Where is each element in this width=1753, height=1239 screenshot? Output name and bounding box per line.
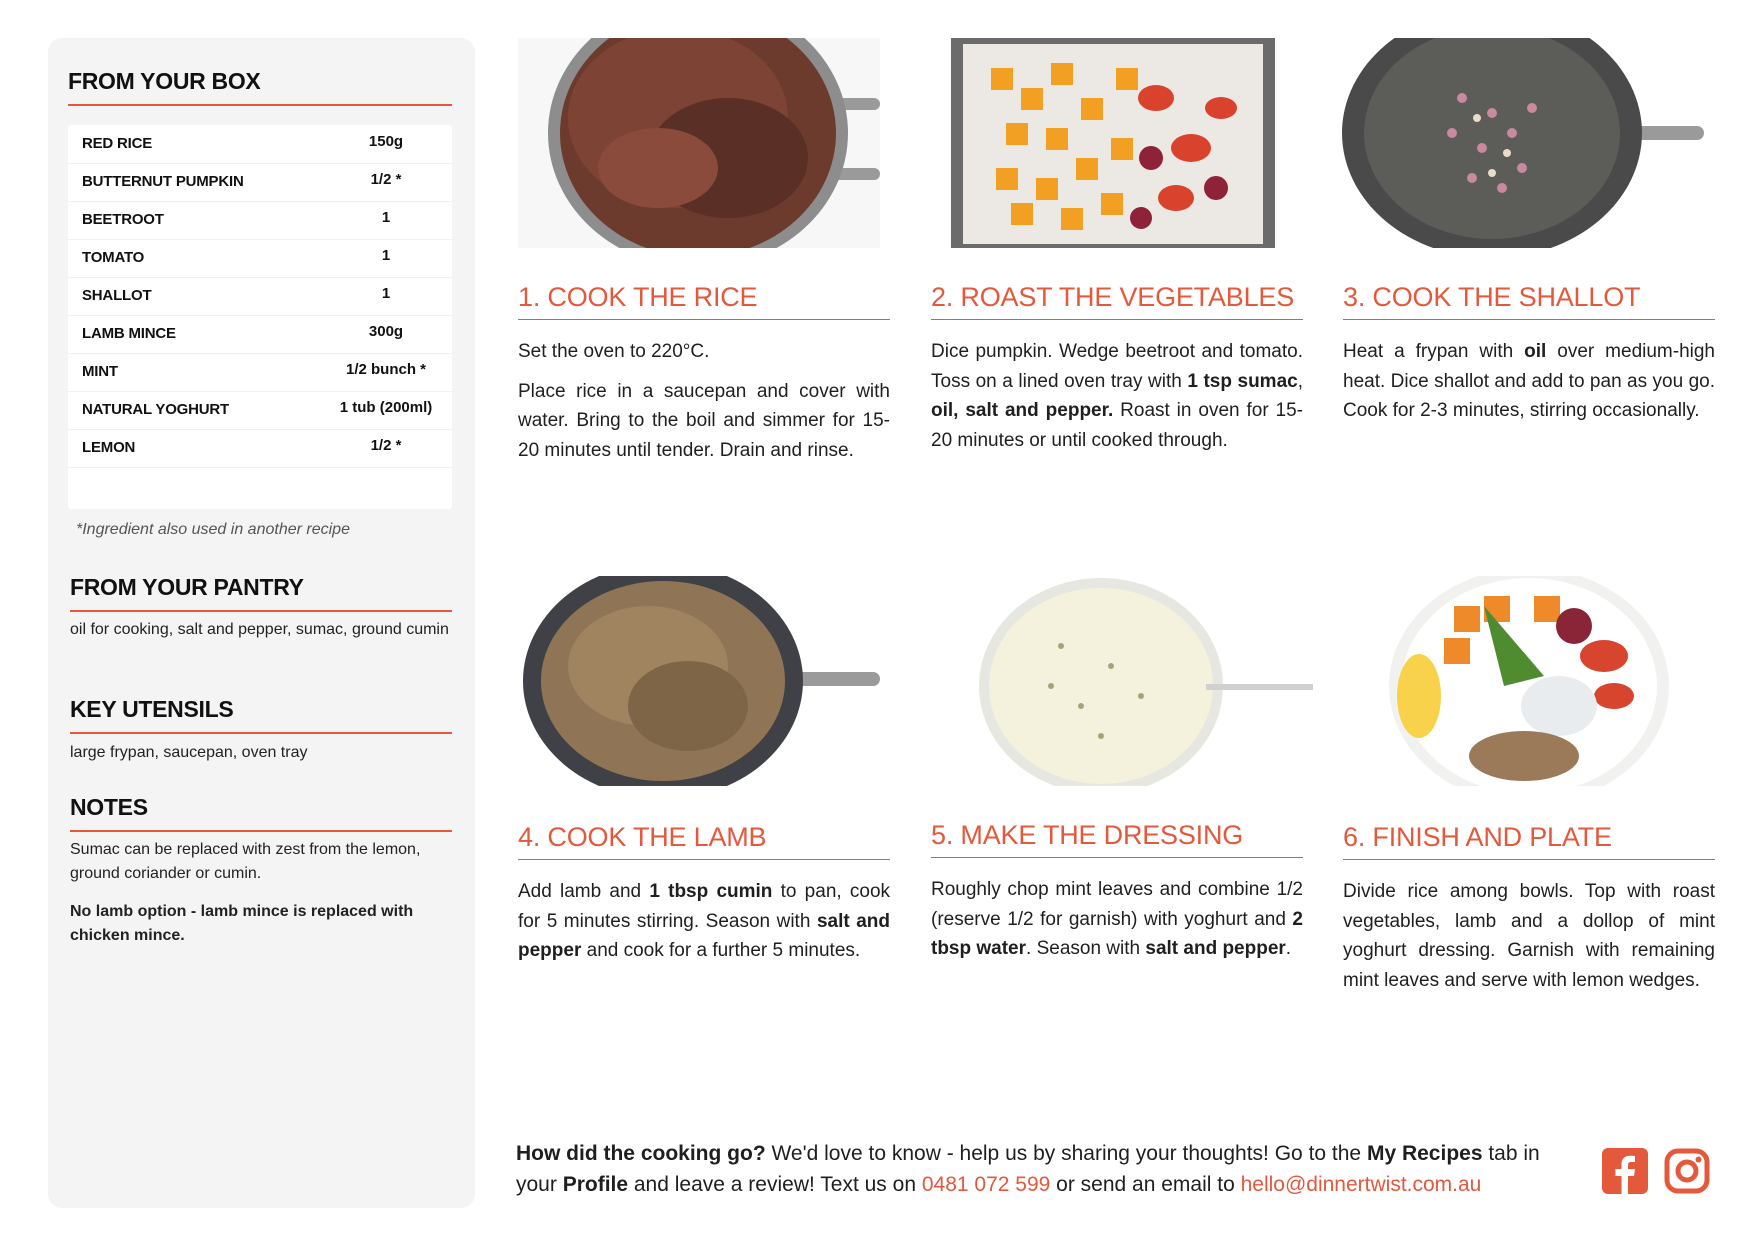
ingredient-row — [68, 125, 452, 164]
instagram-icon[interactable] — [1664, 1148, 1710, 1194]
from-your-box-heading: FROM YOUR BOX — [68, 68, 452, 106]
step-paragraph — [1343, 337, 1715, 426]
ingredient-qty: 1 — [381, 247, 391, 264]
feedback-text: or send an email to — [1050, 1173, 1241, 1196]
ingredients-sidebar — [48, 38, 475, 1208]
ingredient-footnote: *Ingredient also used in another recipe — [76, 521, 350, 538]
step-bold-text: 2 tbsp water — [931, 908, 1303, 959]
step-text-run: , — [1297, 370, 1303, 392]
ingredient-row — [68, 391, 452, 430]
notes-bold-text: No lamb option - lamb mince is replaced with chicken mince. — [70, 903, 414, 944]
step-bold-text: oil — [1524, 341, 1547, 362]
step-5-text — [931, 875, 1303, 974]
from-your-pantry-heading: FROM YOUR PANTRY — [70, 574, 452, 612]
ingredient-qty: 1 tub (200ml) — [339, 399, 433, 416]
ingredient-name: LEMON — [82, 439, 136, 456]
step-text-run: . — [1285, 938, 1292, 959]
step-paragraph — [518, 377, 890, 466]
step-6-text — [1343, 877, 1715, 1005]
profile-label: Profile — [562, 1173, 629, 1196]
ingredient-qty: 1 — [381, 285, 391, 302]
step-paragraph — [931, 337, 1303, 455]
pantry-text: oil for cooking, salt and pepper, sumac, ground cumin — [70, 621, 449, 638]
step-bold-text: 1 tsp sumac — [1187, 370, 1298, 392]
notes-heading: NOTES — [70, 794, 452, 832]
feedback-footer — [516, 1138, 1576, 1200]
ingredient-qty: 1/2 * — [370, 437, 402, 454]
step-2-title: 2. ROAST THE VEGETABLES — [931, 282, 1303, 320]
step-2-photo — [951, 38, 1313, 248]
ingredient-name: SHALLOT — [82, 287, 152, 304]
step-4-title: 4. COOK THE LAMB — [518, 822, 890, 860]
step-text-run: Heat a frypan with — [1343, 341, 1525, 362]
step-paragraph — [518, 337, 890, 367]
ingredient-name: BUTTERNUT PUMPKIN — [82, 173, 244, 190]
step-2-text — [931, 337, 1303, 465]
ingredient-name: LAMB MINCE — [82, 325, 176, 342]
step-1-text — [518, 337, 890, 475]
feedback-text: and leave a review! Text us on — [628, 1173, 922, 1196]
feedback-text: tab in your — [516, 1142, 1540, 1196]
step-text-run: Add lamb and — [518, 881, 650, 902]
ingredient-row — [68, 163, 452, 202]
utensils-text: large frypan, saucepan, oven tray — [70, 744, 308, 761]
step-6-title: 6. FINISH AND PLATE — [1343, 822, 1715, 860]
email-link[interactable]: hello@dinnertwist.com.au — [1240, 1173, 1482, 1196]
ingredient-name: BEETROOT — [82, 211, 164, 228]
step-text-run: . Season with — [1026, 938, 1146, 959]
step-paragraph — [518, 877, 890, 966]
ingredient-row — [68, 315, 452, 354]
facebook-icon[interactable] — [1602, 1148, 1648, 1194]
step-3-text — [1343, 337, 1715, 436]
step-bold-text: oil, salt and pepper. — [931, 400, 1114, 421]
step-3-title: 3. COOK THE SHALLOT — [1343, 282, 1715, 320]
step-3-photo — [1342, 38, 1704, 248]
ingredient-row — [68, 353, 452, 392]
my-recipes-label: My Recipes — [1366, 1142, 1483, 1165]
ingredient-qty: 150g — [368, 133, 404, 150]
step-text-run: Divide rice among bowls. Top with roast vegetables, lamb and a dollop of mint yoghurt dressing. Garnish with remaining mint leaves and serve with lemon wedges. — [1343, 881, 1715, 991]
notes-text: Sumac can be replaced with zest from the lemon, ground coriander or cumin. — [70, 841, 421, 882]
step-1-title: 1. COOK THE RICE — [518, 282, 890, 320]
ingredient-name: RED RICE — [82, 135, 153, 152]
ingredient-row — [68, 239, 452, 278]
key-utensils-heading: KEY UTENSILS — [70, 696, 452, 734]
ingredient-qty: 1/2 bunch * — [345, 361, 427, 378]
step-bold-text: salt and pepper — [1145, 938, 1286, 959]
ingredient-name: NATURAL YOGHURT — [82, 401, 230, 418]
ingredient-qty: 1/2 * — [370, 171, 402, 188]
step-text-run: Set the oven to 220°C. — [518, 341, 710, 362]
step-bold-text: 1 tbsp cumin — [649, 881, 773, 902]
ingredient-row — [68, 201, 452, 240]
step-paragraph — [931, 875, 1303, 964]
step-1-photo — [518, 38, 880, 248]
step-text-run: over medium-high heat. Dice shallot and add to pan as you go. Cook for 2-3 minutes, stirring occasionally. — [1343, 341, 1715, 421]
ingredient-qty: 1 — [381, 209, 391, 226]
ingredient-table — [68, 125, 452, 509]
step-text-run: Place rice in a saucepan and cover with water. Bring to the boil and simmer for 15-20 minutes until tender. Drain and rinse. — [518, 380, 890, 461]
feedback-question: How did the cooking go? — [516, 1142, 766, 1165]
step-5-title: 5. MAKE THE DRESSING — [931, 820, 1303, 858]
step-text-run: Roughly chop mint leaves and combine 1/2 (reserve 1/2 for garnish) with yoghurt and — [931, 879, 1303, 930]
feedback-text: We'd love to know - help us by sharing your thoughts! Go to the — [765, 1142, 1367, 1165]
step-6-photo — [1384, 576, 1674, 786]
step-paragraph — [1343, 877, 1715, 995]
step-4-text — [518, 877, 890, 976]
step-5-photo — [951, 576, 1313, 786]
ingredient-row — [68, 277, 452, 316]
ingredient-row — [68, 429, 452, 468]
phone-link[interactable]: 0481 072 599 — [921, 1173, 1051, 1196]
step-text-run: to pan, cook for 5 minutes stirring. Season with — [518, 881, 891, 932]
step-text-run: Roast in oven for 15-20 minutes or until cooked through. — [931, 400, 1304, 451]
step-4-photo — [518, 576, 880, 786]
step-text-run: Dice pumpkin. Wedge beetroot and tomato. Toss on a lined oven tray with — [931, 341, 1303, 392]
ingredient-name: MINT — [82, 363, 118, 380]
step-bold-text: salt and pepper — [518, 910, 890, 961]
step-text-run: and cook for a further 5 minutes. — [581, 940, 861, 961]
ingredient-qty: 300g — [368, 323, 404, 340]
ingredient-name: TOMATO — [82, 249, 145, 266]
